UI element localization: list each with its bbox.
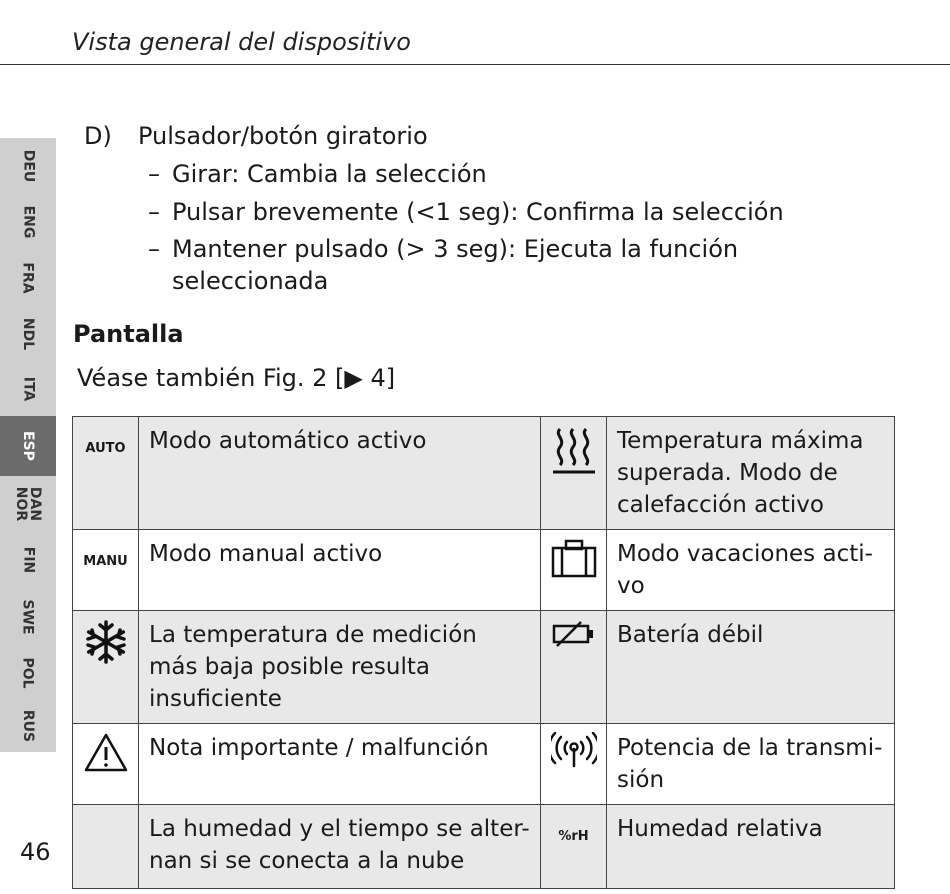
language-tab-label: DAN NOR (13, 486, 43, 522)
section-title-display: Pantalla (73, 320, 184, 348)
table-description-cell: Modo manual activo (139, 530, 541, 611)
page-header-title: Vista general del dispositivo (72, 28, 411, 56)
table-row (73, 417, 895, 530)
language-tab-label: DEU (20, 149, 36, 183)
signal-icon (543, 732, 604, 768)
language-tab-label: ITA (19, 376, 36, 402)
language-tab[interactable] (0, 700, 56, 752)
language-tab-label: FIN (20, 546, 36, 574)
table-icon-cell (541, 805, 607, 889)
table-description-cell: Modo vacaciones acti-vo (607, 530, 895, 611)
language-tab[interactable] (0, 646, 56, 700)
see-also-reference: Véase también Fig. 2 [▶ 4] (77, 364, 396, 392)
language-tab-label: FRA (20, 262, 36, 294)
table-icon-cell (73, 530, 139, 611)
language-tab[interactable] (0, 306, 56, 362)
language-tab[interactable] (0, 416, 56, 476)
language-tab-label: POL (20, 657, 36, 689)
table-row (73, 805, 895, 889)
snowflake-icon (75, 619, 136, 665)
language-tab-label: ESP (19, 431, 36, 461)
table-icon-cell (73, 724, 139, 805)
table-row (73, 611, 895, 724)
table-description-cell: La humedad y el tiempo se alter-nan si se conecta a la nube (139, 805, 541, 889)
table-icon-cell (541, 611, 607, 724)
header-divider (0, 64, 950, 65)
battery-low-icon (543, 619, 604, 649)
table-row (73, 724, 895, 805)
bullet-dash: – (148, 198, 160, 226)
suitcase-icon (543, 538, 604, 578)
language-tab[interactable] (0, 138, 56, 194)
bullet-text: Girar: Cambia la selección (172, 160, 487, 188)
bullet-text: seleccionada (172, 267, 329, 295)
item-d-title: Pulsador/botón giratorio (138, 122, 428, 150)
heating-icon (543, 425, 604, 475)
bullet-dash: – (148, 160, 160, 188)
language-tab[interactable] (0, 532, 56, 588)
table-icon-cell (73, 611, 139, 724)
table-row (73, 530, 895, 611)
bullet-text: Pulsar brevemente (<1 seg): Confirma la selección (172, 198, 784, 226)
auto-mode-icon: AUTO (85, 441, 126, 456)
table-description-cell: La temperatura de medición más baja posible resulta insuficiente (139, 611, 541, 724)
table-description-cell: Batería débil (607, 611, 895, 724)
item-d-label: D) (84, 122, 112, 150)
bullet-dash: – (148, 235, 160, 263)
table-description-cell: Nota importante / malfunción (139, 724, 541, 805)
table-icon-cell (541, 530, 607, 611)
language-tab-label: ENG (20, 205, 36, 239)
language-tab-label: SWE (20, 599, 36, 635)
table-icon-cell (541, 417, 607, 530)
table-icon-cell (73, 805, 139, 889)
language-tab[interactable] (0, 476, 56, 532)
language-tab[interactable] (0, 250, 56, 306)
language-tab[interactable] (0, 588, 56, 646)
language-tab-label: NDL (19, 317, 36, 351)
display-symbols-table (72, 416, 895, 889)
page-number: 46 (20, 838, 51, 866)
language-tab-label: RUS (19, 709, 36, 743)
humidity-icon: %rH (558, 829, 589, 844)
bullet-text: Mantener pulsado (> 3 seg): Ejecuta la función (172, 235, 739, 263)
table-icon-cell (541, 724, 607, 805)
table-description-cell: Humedad relativa (607, 805, 895, 889)
table-description-cell: Potencia de la transmi-sión (607, 724, 895, 805)
language-tab[interactable] (0, 194, 56, 250)
table-description-cell: Temperatura máxima superada. Modo de calefacción activo (607, 417, 895, 530)
manual-mode-icon: MANU (83, 554, 128, 569)
warning-icon (75, 732, 136, 774)
table-icon-cell (73, 417, 139, 530)
table-description-cell: Modo automático activo (139, 417, 541, 530)
language-tab[interactable] (0, 362, 56, 416)
